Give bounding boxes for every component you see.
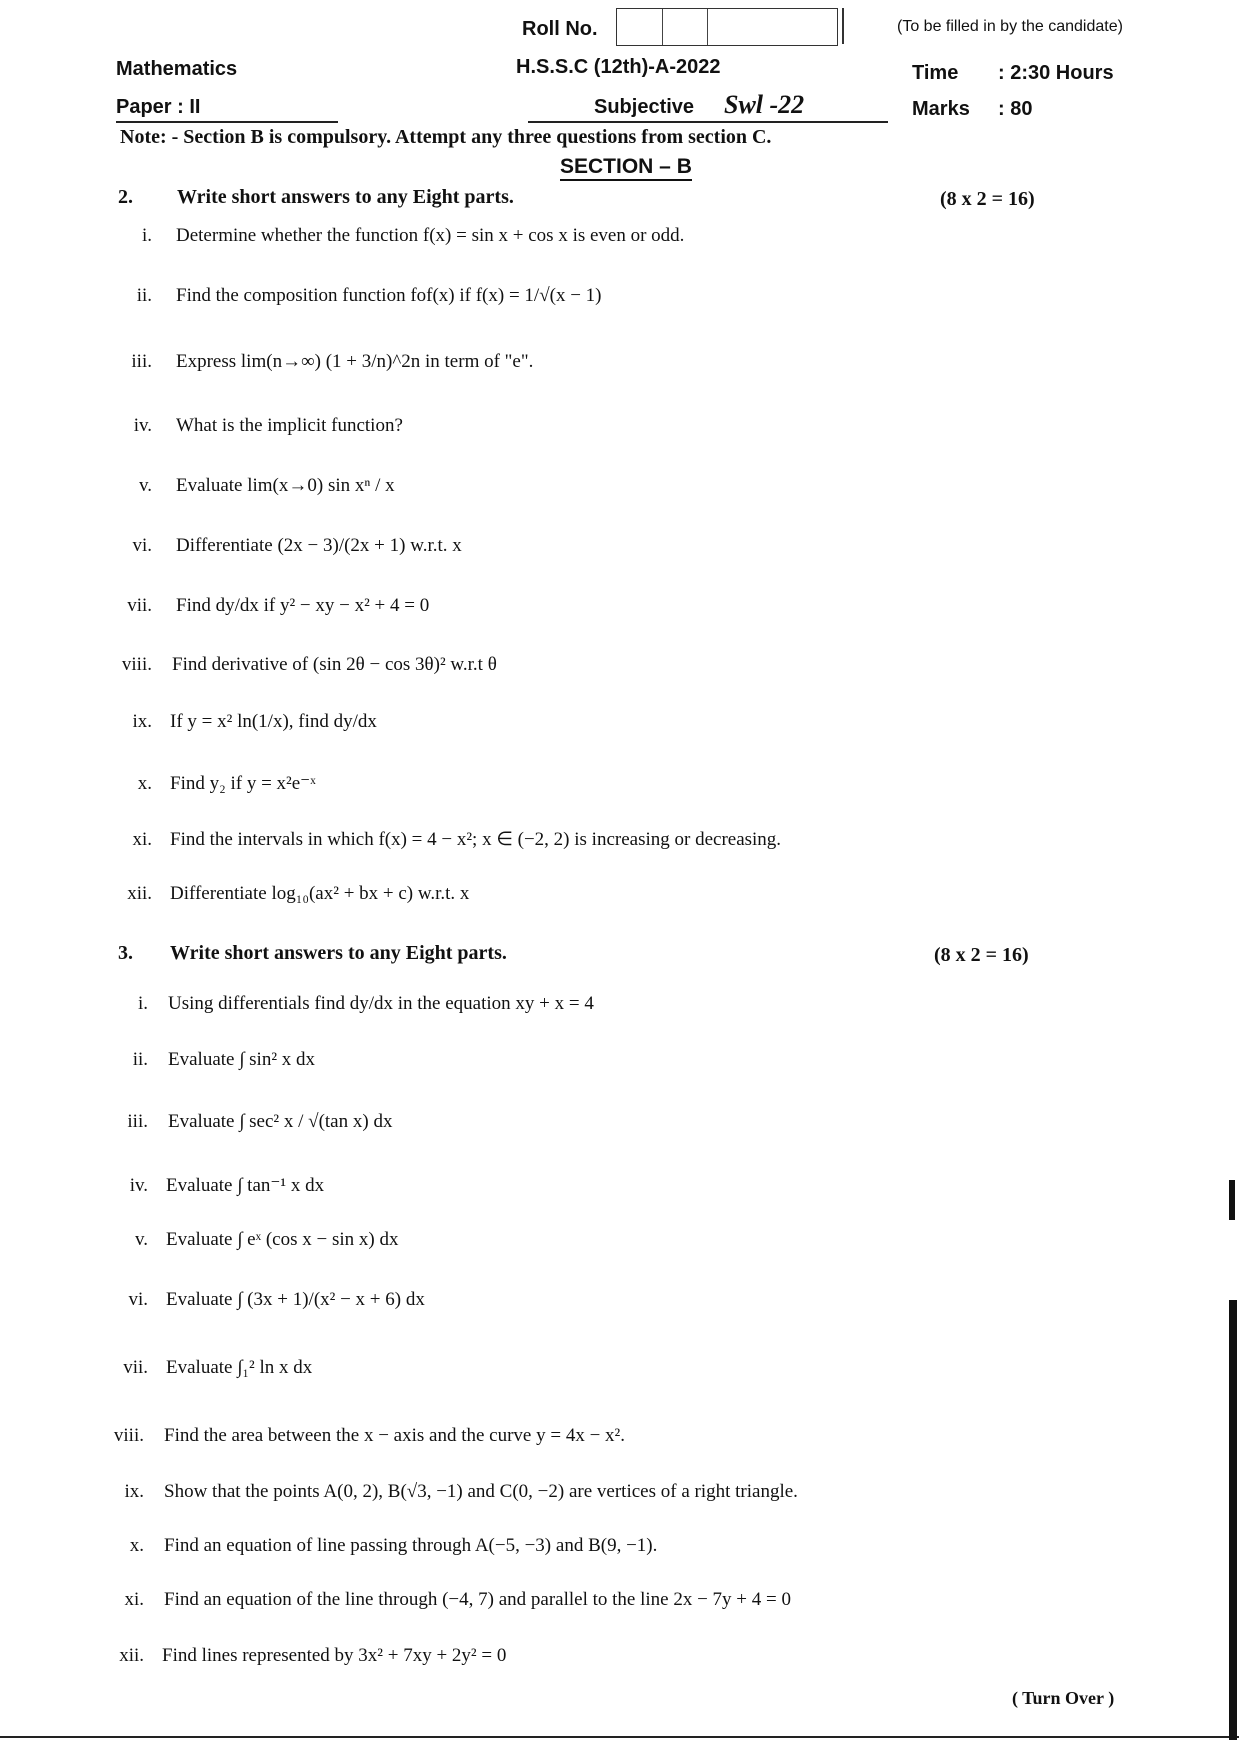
part-text: Show that the points A(0, 2), B(√3, −1) and C(0, −2) are vertices of a right triangle.	[164, 1481, 798, 1502]
part-number: iv.	[133, 415, 152, 436]
part-number: xi.	[124, 1589, 144, 1610]
list-item	[0, 1472, 1239, 1512]
time-value: : 2:30 Hours	[998, 62, 1114, 84]
marks-value: : 80	[998, 98, 1033, 120]
part-text: Find y₂ if y = x²e⁻ˣ	[170, 773, 316, 794]
part-text: If y = x² ln(1/x), find dy/dx	[170, 711, 377, 732]
time-label: Time	[912, 62, 959, 84]
part-number: viii.	[113, 1425, 144, 1446]
part-text: Differentiate (2x − 3)/(2x + 1) w.r.t. x	[176, 535, 462, 556]
part-number: ix.	[132, 711, 152, 732]
part-text: Evaluate ∫ tan⁻¹ x dx	[166, 1175, 325, 1196]
part-number: i.	[141, 225, 152, 246]
list-item	[0, 1580, 1239, 1620]
paper-label: Paper : II	[116, 96, 201, 118]
list-item	[0, 1166, 1239, 1206]
part-number: ii.	[132, 1049, 148, 1070]
list-item	[0, 1102, 1239, 1142]
part-text: Find the area between the x − axis and the curve y = 4x − x².	[164, 1425, 625, 1446]
instructions-note: Note: - Section B is compulsory. Attempt any three questions from section C.	[120, 126, 772, 148]
part-text: Find dy/dx if y² − xy − x² + 4 = 0	[176, 595, 430, 616]
part-text: Find lines represented by 3x² + 7xy + 2y² = 0	[162, 1645, 507, 1666]
list-item	[0, 1416, 1239, 1456]
list-item	[0, 1636, 1239, 1676]
page-bottom-rule	[0, 1736, 1239, 1738]
roll-box-end	[842, 8, 844, 44]
part-number: vi.	[128, 1289, 148, 1310]
roll-cell-divider	[662, 9, 663, 45]
q2-number: 2.	[118, 186, 133, 208]
part-number: i.	[137, 993, 148, 1014]
list-item	[0, 586, 1239, 626]
list-item	[0, 820, 1239, 860]
part-text: Determine whether the function f(x) = sin x + cos x is even or odd.	[176, 225, 685, 246]
part-text: Find an equation of line passing through A(−5, −3) and B(9, −1).	[164, 1535, 658, 1556]
roll-no-note: (To be filled in by the candidate)	[897, 18, 1123, 35]
part-number: ii.	[136, 285, 152, 306]
list-item	[0, 1220, 1239, 1260]
paper-type: Subjective	[594, 96, 695, 118]
turn-over-note: ( Turn Over )	[1012, 1688, 1115, 1708]
part-number: x.	[137, 773, 152, 794]
part-number: xii.	[127, 883, 152, 904]
part-number: vi.	[132, 535, 152, 556]
q3-number: 3.	[118, 942, 133, 964]
list-item	[0, 342, 1239, 382]
section-title: SECTION – B	[560, 155, 692, 181]
part-number: iii.	[127, 1111, 148, 1132]
paper-underline	[116, 121, 338, 123]
list-item	[0, 1348, 1239, 1388]
list-item	[0, 702, 1239, 742]
part-text: Find the intervals in which f(x) = 4 − x²; x ∈ (−2, 2) is increasing or decreasing.	[170, 829, 782, 850]
part-text: Find an equation of the line through (−4, 7) and parallel to the line 2x − 7y + 4 = 0	[164, 1589, 791, 1610]
handwritten-code: Swl -22	[724, 90, 805, 119]
list-item	[0, 466, 1239, 506]
part-text: Evaluate lim(x→0) sin xⁿ / x	[176, 475, 395, 496]
roll-no-box[interactable]	[616, 8, 838, 46]
list-item	[0, 406, 1239, 446]
exam-title: H.S.S.C (12th)-A-2022	[516, 56, 721, 78]
roll-no-label: Roll No.	[522, 18, 598, 40]
part-text: Evaluate ∫ sin² x dx	[168, 1049, 316, 1070]
list-item	[0, 1526, 1239, 1566]
part-number: x.	[129, 1535, 144, 1556]
subject-name: Mathematics	[116, 58, 238, 80]
roll-cell-divider	[707, 9, 708, 45]
list-item	[0, 984, 1239, 1024]
part-number: ix.	[124, 1481, 144, 1502]
list-item	[0, 276, 1239, 316]
part-text: Express lim(n→∞) (1 + 3/n)^2n in term of "e".	[176, 351, 534, 372]
part-text: What is the implicit function?	[176, 415, 403, 436]
q2-title: Write short answers to any Eight parts.	[177, 186, 514, 208]
part-text: Evaluate ∫₁² ln x dx	[166, 1357, 313, 1378]
scan-edge-mark	[1229, 1300, 1237, 1740]
part-number: iv.	[129, 1175, 148, 1196]
part-number: xi.	[132, 829, 152, 850]
part-number: v.	[134, 1229, 148, 1250]
part-text: Evaluate ∫ (3x + 1)/(x² − x + 6) dx	[166, 1289, 425, 1310]
list-item	[0, 645, 1239, 685]
list-item	[0, 874, 1239, 914]
part-text: Differentiate log₁₀(ax² + bx + c) w.r.t. x	[170, 883, 470, 904]
list-item	[0, 526, 1239, 566]
scan-edge-mark	[1229, 1180, 1235, 1220]
part-text: Evaluate ∫ eˣ (cos x − sin x) dx	[166, 1229, 399, 1250]
part-text: Using differentials find dy/dx in the equation xy + x = 4	[168, 993, 594, 1014]
part-number: vii.	[127, 595, 152, 616]
marks-label: Marks	[912, 98, 970, 120]
part-number: iii.	[131, 351, 152, 372]
q3-title: Write short answers to any Eight parts.	[170, 942, 507, 964]
list-item	[0, 1040, 1239, 1080]
list-item	[0, 216, 1239, 256]
part-text: Evaluate ∫ sec² x / √(tan x) dx	[168, 1111, 393, 1132]
list-item	[0, 764, 1239, 804]
paper-type-underline	[528, 121, 888, 123]
part-text: Find derivative of (sin 2θ − cos 3θ)² w.r.t θ	[172, 654, 497, 675]
part-number: vii.	[123, 1357, 148, 1378]
q3-marks: (8 x 2 = 16)	[934, 944, 1029, 966]
list-item	[0, 1280, 1239, 1320]
part-number: v.	[138, 475, 152, 496]
part-number: xii.	[119, 1645, 144, 1666]
part-text: Find the composition function fof(x) if f(x) = 1/√(x − 1)	[176, 285, 602, 306]
q2-marks: (8 x 2 = 16)	[940, 188, 1035, 210]
part-number: viii.	[121, 654, 152, 675]
